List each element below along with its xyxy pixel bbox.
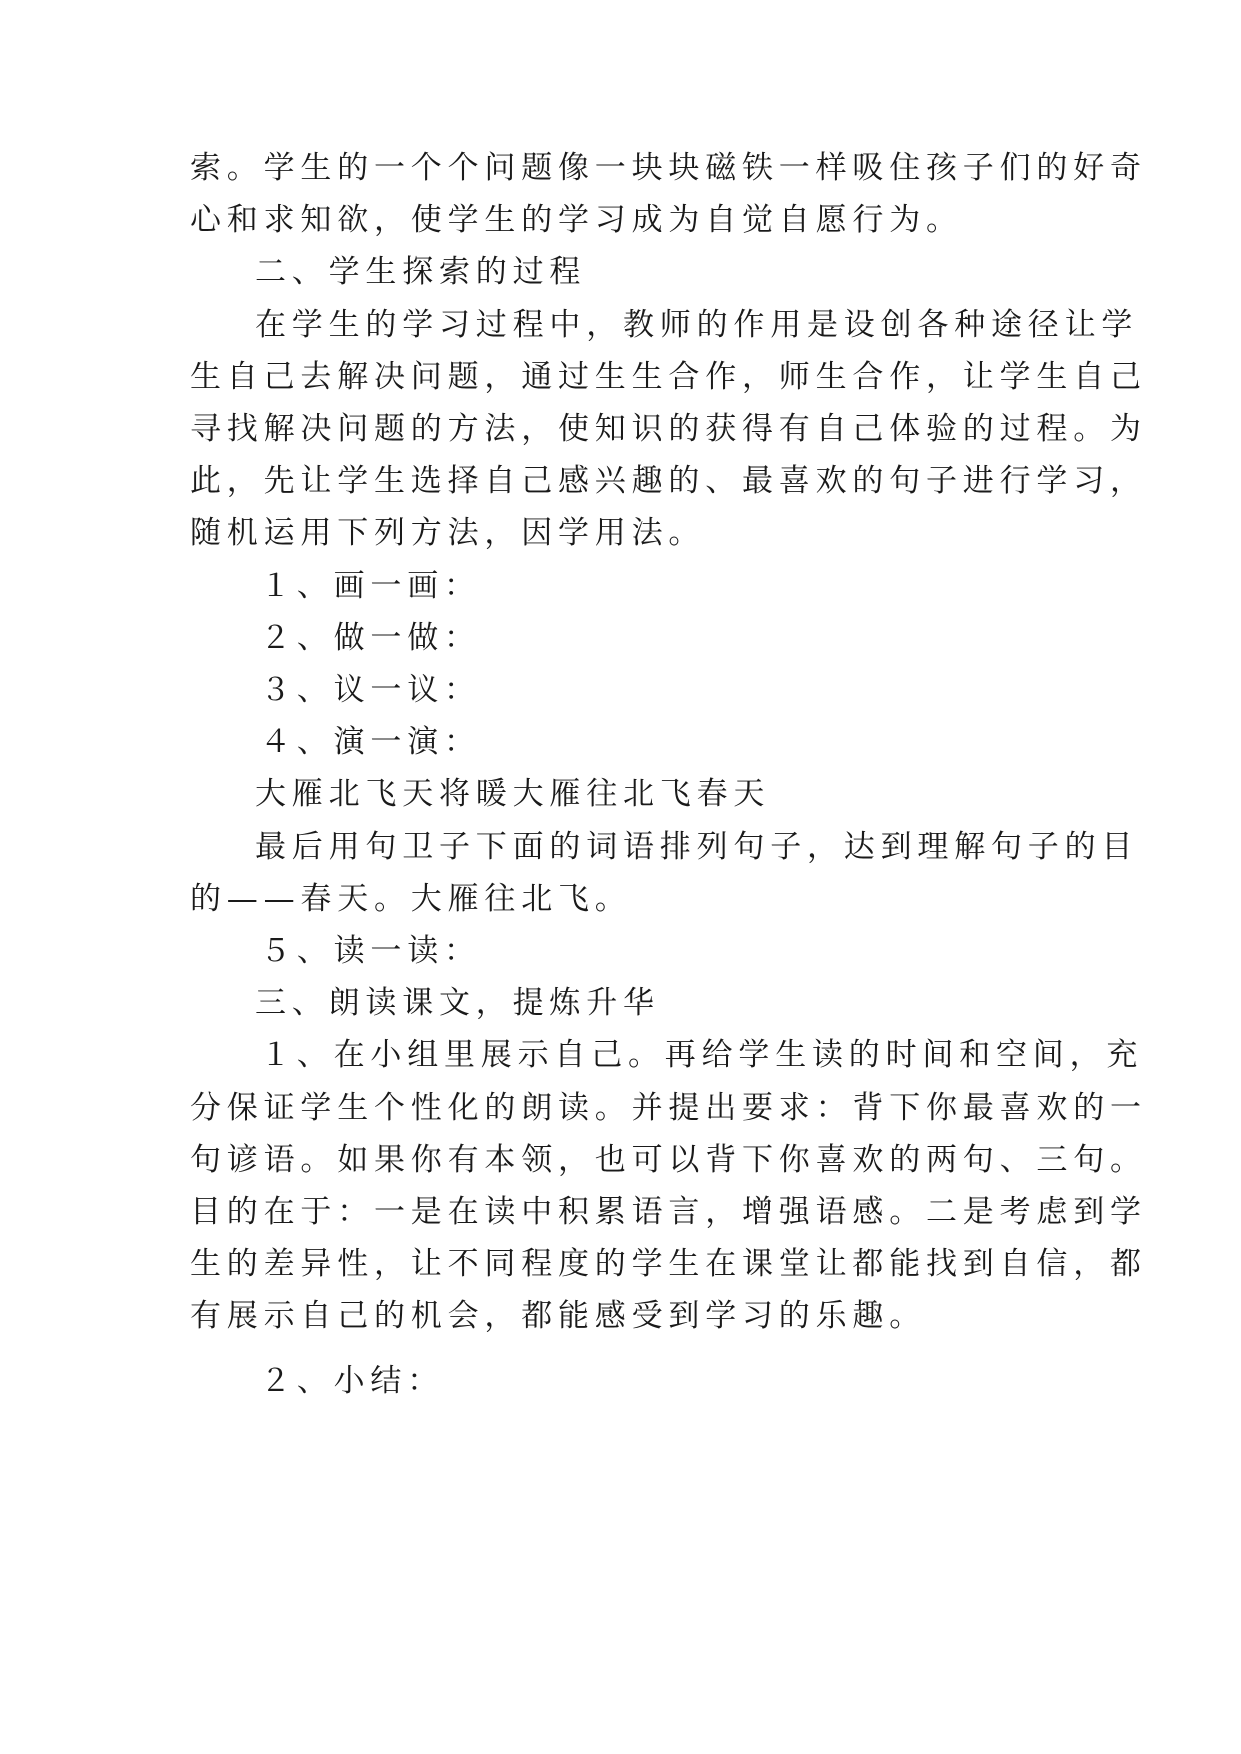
list-item: ５、读一读： [260,933,481,969]
list-item: １、画一画： [260,568,481,604]
paragraph-line: 目的在于：一是在读中积累语言，增强语感。二是考虑到学 [190,1194,1147,1230]
list-item: ２、做一做： [260,620,481,656]
paragraph-line: 心和求知欲，使学生的学习成为自觉自愿行为。 [190,202,963,238]
paragraph-line: 此，先让学生选择自己感兴趣的、最喜欢的句子进行学习， [190,463,1147,499]
list-item: ４、演一演： [260,724,481,760]
paragraph-line: 最后用句卫子下面的词语排列句子，达到理解句子的目 [255,829,1139,865]
section-heading: 二、学生探索的过程 [255,254,587,290]
paragraph-line: 寻找解决问题的方法，使知识的获得有自己体验的过程。为 [190,411,1147,447]
paragraph-line: 索。学生的一个个问题像一块块磁铁一样吸住孩子们的好奇 [190,150,1147,186]
list-item: ２、小结： [260,1363,444,1399]
paragraph-line: 大雁北飞天将暖大雁往北飞春天 [255,776,771,812]
list-item: ３、议一议： [260,672,481,708]
section-heading: 三、朗读课文，提炼升华 [255,985,660,1021]
paragraph-line: 生自己去解决问题，通过生生合作，师生合作，让学生自己 [190,359,1147,395]
paragraph-line: 有展示自己的机会，都能感受到学习的乐趣。 [190,1298,926,1334]
paragraph-line: 句谚语。如果你有本领，也可以背下你喜欢的两句、三句。 [190,1142,1147,1178]
list-item: １、在小组里展示自己。再给学生读的时间和空间，充 [260,1037,1144,1073]
paragraph-line: 的——春天。大雁往北飞。 [190,881,632,917]
paragraph-line: 分保证学生个性化的朗读。并提出要求：背下你最喜欢的一 [190,1090,1147,1126]
paragraph-line: 随机运用下列方法，因学用法。 [190,515,706,551]
paragraph-line: 生的差异性，让不同程度的学生在课堂让都能找到自信，都 [190,1246,1147,1282]
paragraph-line: 在学生的学习过程中，教师的作用是设创各种途径让学 [255,307,1139,343]
